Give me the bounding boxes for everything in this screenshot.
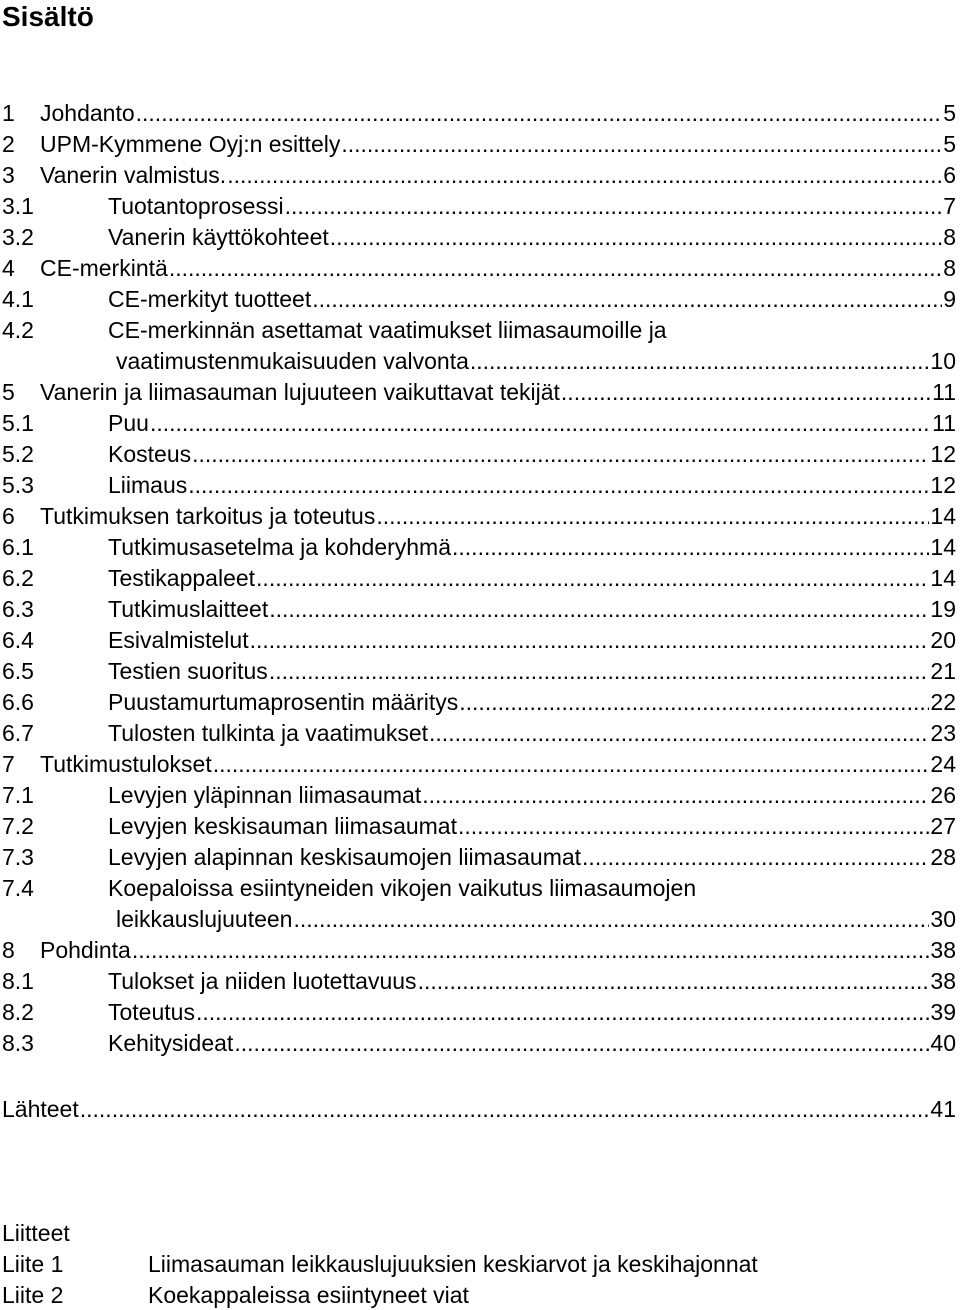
dot-leader xyxy=(269,658,930,684)
dot-leader xyxy=(192,441,929,467)
dot-leader xyxy=(452,534,929,560)
dot-leader xyxy=(136,100,943,126)
dot-leader xyxy=(250,627,930,653)
dot-leader xyxy=(269,596,929,622)
toc-entry-number: 7.4 xyxy=(2,875,34,901)
dot-leader xyxy=(285,193,943,219)
toc-entry-title: Johdanto xyxy=(40,100,135,126)
toc-entry-page: 24 xyxy=(930,751,956,777)
toc-entry-page: 20 xyxy=(930,627,956,653)
toc-entry-number: 7.3 xyxy=(2,844,34,870)
dot-leader xyxy=(429,720,929,746)
toc-entry-page: 38 xyxy=(930,968,956,994)
toc-entry-page: 10 xyxy=(930,348,956,374)
toc-entry-number: 3.1 xyxy=(2,193,34,219)
toc-entry-number: 4.2 xyxy=(2,317,34,343)
appendix-label: Liite 1 xyxy=(2,1251,64,1277)
toc-entry-page: 11 xyxy=(932,379,956,405)
dot-leader xyxy=(234,1030,929,1056)
toc-entry-number: 2 xyxy=(2,131,15,157)
toc-entry-title-continued: leikkauslujuuteen xyxy=(116,906,293,932)
toc-entry-number: 7.2 xyxy=(2,813,34,839)
dot-leader xyxy=(169,255,942,281)
toc-entry-number: 8.3 xyxy=(2,1030,34,1056)
toc-entry-title: UPM-Kymmene Oyj:n esittely xyxy=(40,131,341,157)
toc-entry-page: 26 xyxy=(930,782,956,808)
toc-entry-title: Puustamurtumaprosentin määritys xyxy=(108,689,459,715)
toc-entry-title: Tulokset ja niiden luotettavuus xyxy=(108,968,417,994)
toc-entry-number: 4 xyxy=(2,255,15,281)
dot-leader xyxy=(341,131,942,157)
dot-leader xyxy=(132,937,930,963)
toc-entry-page: 21 xyxy=(930,658,956,684)
appendix-title: Liimasauman leikkauslujuuksien keskiarvot ja keskihajonnat xyxy=(148,1251,758,1277)
toc-entry-title-continued: vaatimustenmukaisuuden valvonta xyxy=(116,348,469,374)
toc-entry-number: 5.3 xyxy=(2,472,34,498)
toc-entry-title: Pohdinta xyxy=(40,937,131,963)
references-page: 41 xyxy=(930,1096,956,1122)
toc-entry-number: 6 xyxy=(2,503,15,529)
toc-entry-title: Levyjen keskisauman liimasaumat xyxy=(108,813,457,839)
dot-leader xyxy=(256,565,929,591)
toc-entry-title: Koepaloissa esiintyneiden vikojen vaikutus liimasaumojen xyxy=(108,875,697,901)
toc-entry-number: 3 xyxy=(2,162,15,188)
toc-entry-number: 6.1 xyxy=(2,534,34,560)
dot-leader xyxy=(458,813,929,839)
toc-entry-title: Tutkimuslaitteet xyxy=(108,596,269,622)
toc-entry-number: 7 xyxy=(2,751,15,777)
references-title: Lähteet xyxy=(2,1096,79,1122)
toc-entry-page: 30 xyxy=(930,906,956,932)
toc-entry-number: 6.3 xyxy=(2,596,34,622)
toc-entry-title: CE-merkityt tuotteet xyxy=(108,286,312,312)
toc-entry-title: Levyjen yläpinnan liimasaumat xyxy=(108,782,422,808)
toc-entry-title: Liimaus xyxy=(108,472,188,498)
appendices-heading: Liitteet xyxy=(2,1220,70,1246)
dot-leader xyxy=(196,999,929,1025)
toc-entry-number: 6.4 xyxy=(2,627,34,653)
toc-entry-number: 5.1 xyxy=(2,410,34,436)
dot-leader xyxy=(312,286,942,312)
toc-entry-number: 3.2 xyxy=(2,224,34,250)
dot-leader xyxy=(330,224,942,250)
dot-leader xyxy=(459,689,929,715)
toc-entry-title: Testien suoritus xyxy=(108,658,268,684)
toc-entry-page: 5 xyxy=(943,100,956,126)
toc-entry-title: CE-merkinnän asettamat vaatimukset liimasaumoille ja xyxy=(108,317,667,343)
toc-entry-page: 12 xyxy=(930,472,956,498)
toc-entry-number: 1 xyxy=(2,100,15,126)
toc-entry-page: 14 xyxy=(930,534,956,560)
toc-entry-number: 6.6 xyxy=(2,689,34,715)
toc-entry-page: 12 xyxy=(930,441,956,467)
dot-leader xyxy=(561,379,931,405)
dot-leader xyxy=(376,503,929,529)
toc-entry-title: Kehitysideat xyxy=(108,1030,234,1056)
toc-entry-title: Puu xyxy=(108,410,149,436)
toc-entry-number: 6.2 xyxy=(2,565,34,591)
toc-entry-title: Vanerin valmistus. xyxy=(40,162,227,188)
toc-entry-page: 6 xyxy=(943,162,956,188)
dot-leader xyxy=(422,782,929,808)
toc-entry-page: 11 xyxy=(932,410,956,436)
toc-entry-title: Tutkimustulokset xyxy=(40,751,212,777)
dot-leader xyxy=(582,844,929,870)
dot-leader xyxy=(188,472,929,498)
toc-entry-number: 8.2 xyxy=(2,999,34,1025)
toc-entry-page: 39 xyxy=(930,999,956,1025)
toc-entry-number: 8 xyxy=(2,937,15,963)
toc-entry-page: 5 xyxy=(943,131,956,157)
toc-entry-page: 38 xyxy=(930,937,956,963)
dot-leader xyxy=(418,968,930,994)
toc-entry-title: Tulosten tulkinta ja vaatimukset xyxy=(108,720,429,746)
toc-entry-page: 40 xyxy=(930,1030,956,1056)
toc-entry-number: 4.1 xyxy=(2,286,34,312)
toc-entry-page: 23 xyxy=(930,720,956,746)
toc-entry-number: 5.2 xyxy=(2,441,34,467)
page-title: Sisältö xyxy=(2,1,94,32)
toc-entry-page: 8 xyxy=(943,224,956,250)
appendix-item[interactable] xyxy=(2,1251,952,1277)
toc-entry-title: Vanerin käyttökohteet xyxy=(108,224,329,250)
toc-entry-page: 28 xyxy=(930,844,956,870)
toc-entry-number: 7.1 xyxy=(2,782,34,808)
toc-entry-title: Tuotantoprosessi xyxy=(108,193,284,219)
toc-entry-number: 5 xyxy=(2,379,15,405)
toc-entry-title: Vanerin ja liimasauman lujuuteen vaikuttavat tekijät xyxy=(40,379,560,405)
appendix-item[interactable] xyxy=(2,1282,952,1308)
toc-entry-page: 7 xyxy=(943,193,956,219)
toc-entry-title: Kosteus xyxy=(108,441,192,467)
appendix-label: Liite 2 xyxy=(2,1282,64,1308)
toc-entry-page: 22 xyxy=(930,689,956,715)
appendix-title: Koekappaleissa esiintyneet viat xyxy=(148,1282,469,1308)
dot-leader xyxy=(293,906,929,932)
toc-entry-title: Tutkimusasetelma ja kohderyhmä xyxy=(108,534,452,560)
toc-entry-page: 19 xyxy=(930,596,956,622)
toc-entry-title: Levyjen alapinnan keskisaumojen liimasaumat xyxy=(108,844,582,870)
dot-leader xyxy=(470,348,930,374)
toc-entry-number: 6.5 xyxy=(2,658,34,684)
toc-entry-title: Tutkimuksen tarkoitus ja toteutus xyxy=(40,503,376,529)
toc-entry-title: Testikappaleet xyxy=(108,565,256,591)
toc-entry-page: 9 xyxy=(943,286,956,312)
dot-leader xyxy=(80,1096,930,1122)
toc-entry-title: Esivalmistelut xyxy=(108,627,249,653)
toc-entry-number: 6.7 xyxy=(2,720,34,746)
dot-leader xyxy=(227,162,942,188)
toc-entry-page: 14 xyxy=(930,565,956,591)
toc-entry-page: 14 xyxy=(930,503,956,529)
toc-entry-title: CE-merkintä xyxy=(40,255,168,281)
toc-entry-page: 27 xyxy=(930,813,956,839)
dot-leader xyxy=(213,751,930,777)
toc-entry-title: Toteutus xyxy=(108,999,195,1025)
toc-entry-page: 8 xyxy=(943,255,956,281)
toc-entry-number: 8.1 xyxy=(2,968,34,994)
dot-leader xyxy=(150,410,931,436)
